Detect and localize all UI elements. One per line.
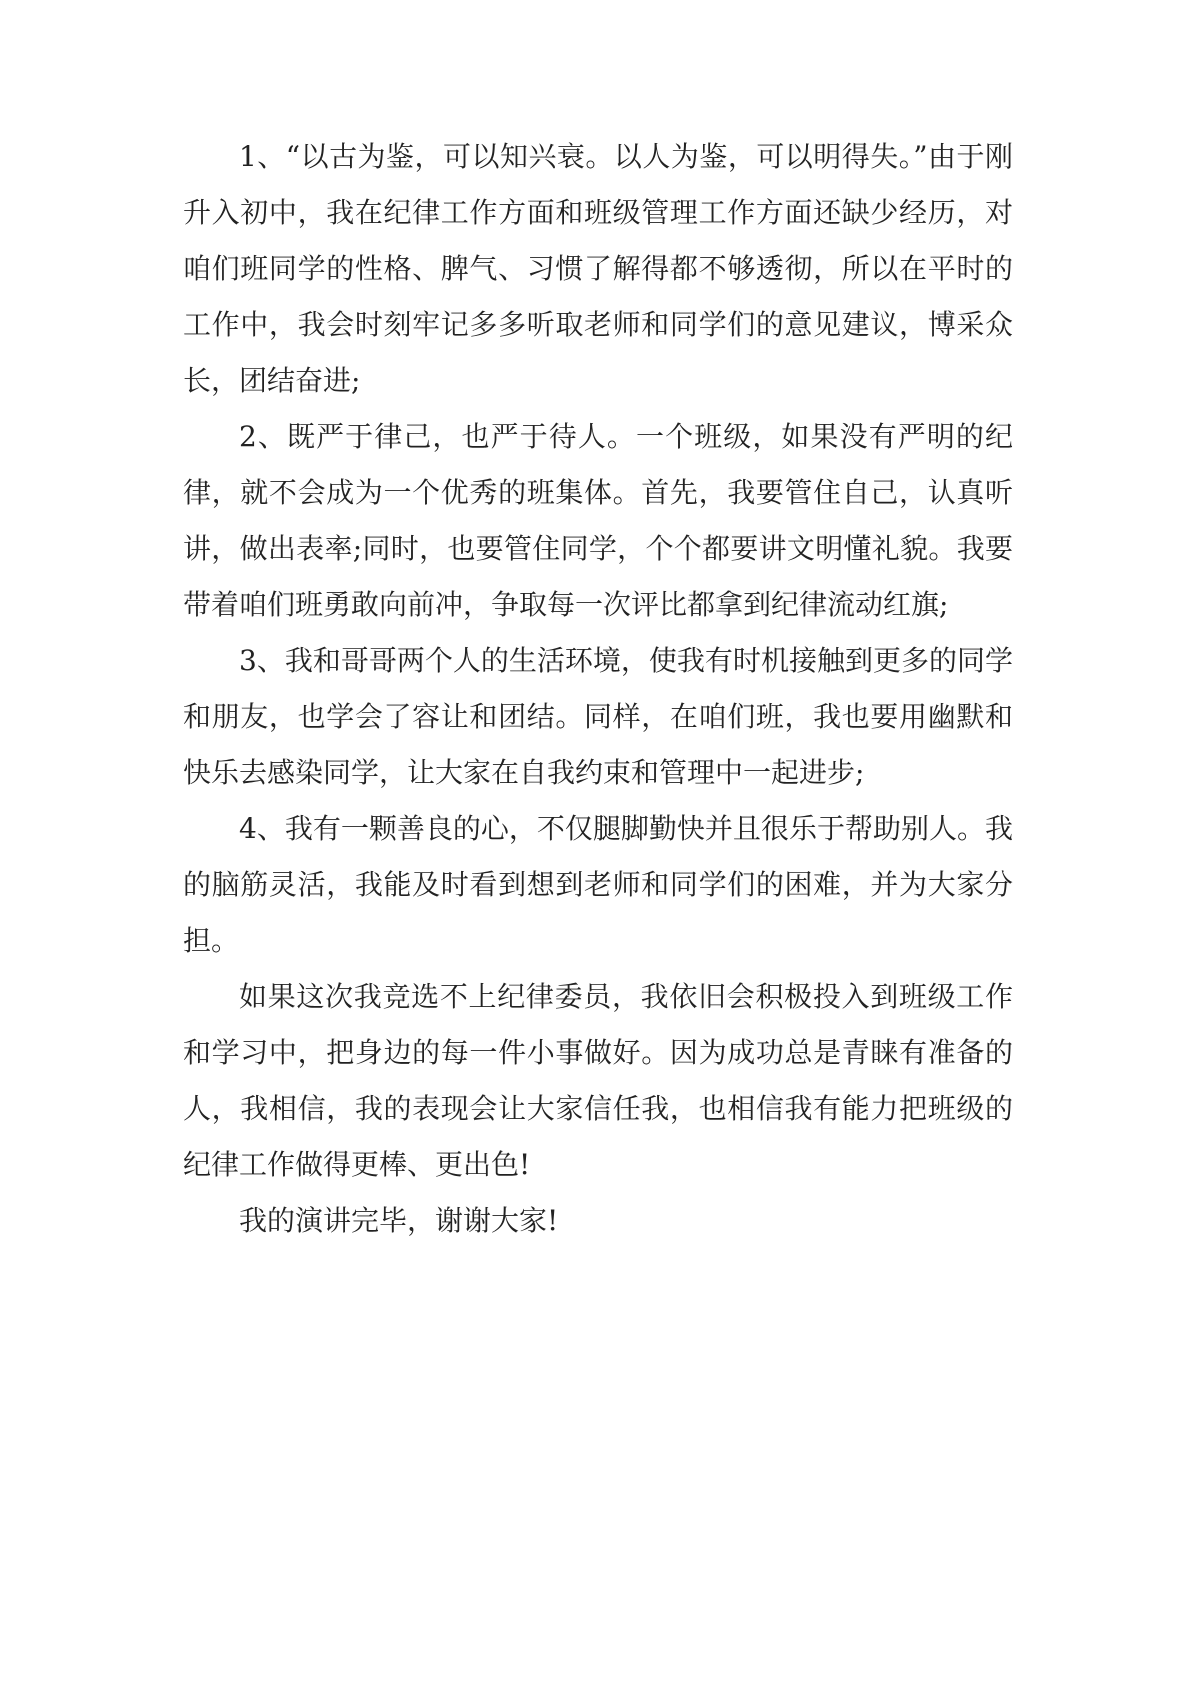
paragraph-point-1: 1、“以古为鉴，可以知兴衰。以人为鉴，可以明得失。”由于刚升入初中，我在纪律工作方面和班级管理工作方面还缺少经历，对咱们班同学的性格、脾气、习惯了解得都不够透彻，所以在平时的工作中，我会时刻牢记多多听取老师和同学们的意见建议，博采众长，团结奋进; (183, 140, 1013, 397)
paragraph-point-3: 3、我和哥哥两个人的生活环境，使我有时机接触到更多的同学和朋友，也学会了容让和团结。同样，在咱们班，我也要用幽默和快乐去感染同学，让大家在自我约束和管理中一起进步; (183, 644, 1013, 789)
paragraph-conclusion: 如果这次我竞选不上纪律委员，我依旧会积极投入到班级工作和学习中，把身边的每一件小事做好。因为成功总是青睐有准备的人，我相信，我的表现会让大家信任我，也相信我有能力把班级的纪律工作做得更棒、更出色! (183, 980, 1013, 1181)
paragraph-point-4: 4、我有一颗善良的心，不仅腿脚勤快并且很乐于帮助别人。我的脑筋灵活，我能及时看到想到老师和同学们的困难，并为大家分担。 (183, 812, 1013, 957)
paragraph-point-2: 2、既严于律己，也严于待人。一个班级，如果没有严明的纪律，就不会成为一个优秀的班集体。首先，我要管住自己，认真听讲，做出表率;同时，也要管住同学，个个都要讲文明懂礼貌。我要带着咱们班勇敢向前冲，争取每一次评比都拿到纪律流动红旗; (183, 420, 1013, 621)
paragraph-closing: 我的演讲完毕，谢谢大家! (239, 1204, 559, 1237)
document-body (183, 129, 1013, 1249)
